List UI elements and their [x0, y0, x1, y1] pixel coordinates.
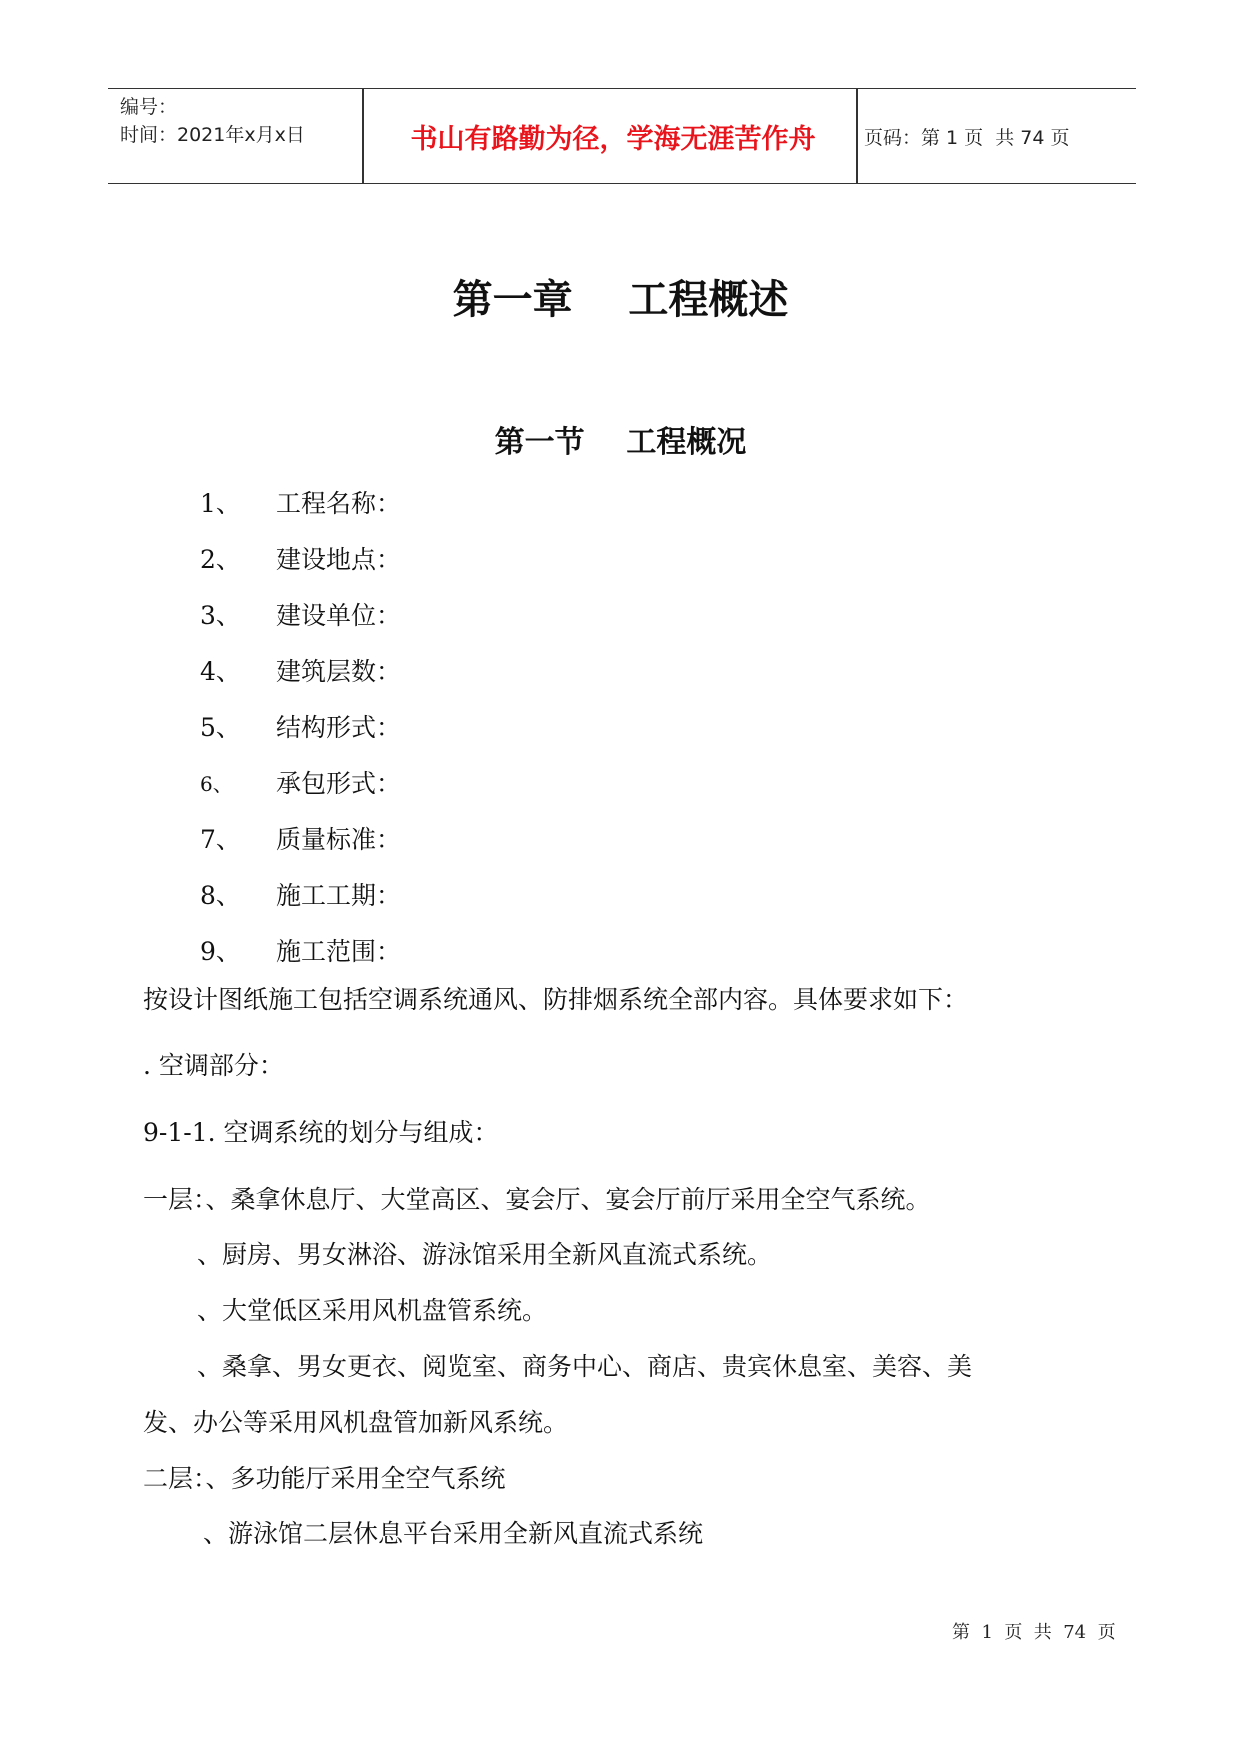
chapter-title: 第一章 工程概述	[452, 277, 789, 323]
header-page-label: 页码：第 1 页 共 74 页	[864, 126, 1070, 149]
list-item-number: 2、	[200, 545, 241, 574]
list-item-number: 8、	[200, 881, 241, 910]
header-divider-left	[362, 89, 364, 183]
floor1-line: 、厨房、男女淋浴、游泳馆采用全新风直流式系统。	[197, 1240, 773, 1269]
list-item-label: 建设单位：	[276, 601, 402, 630]
list-item-label: 工程名称：	[276, 489, 402, 518]
ac-part-heading: . 空调部分：	[143, 1051, 284, 1080]
list-item-label: 承包形式：	[276, 769, 402, 798]
ac-division-heading: 9-1-1. 空调系统的划分与组成：	[143, 1118, 499, 1147]
list-item-number: 4、	[200, 657, 241, 686]
floor1-line: 发、办公等采用风机盘管加新风系统。	[143, 1408, 569, 1437]
list-item-number: 9、	[200, 937, 241, 966]
header-divider-right	[856, 89, 858, 183]
floor1-line: 一层：、桑拿休息厅、大堂高区、宴会厅、宴会厅前厅采用全空气系统。	[143, 1185, 931, 1214]
list-item-number: 6、	[200, 772, 233, 796]
list-item-number: 3、	[200, 601, 241, 630]
list-item-label: 质量标准：	[276, 825, 402, 854]
list-item-number: 7、	[200, 825, 241, 854]
floor1-line: 、桑拿、男女更衣、阅览室、商务中心、商店、贵宾休息室、美容、美	[197, 1352, 973, 1381]
header-number-label: 编号：	[120, 96, 178, 118]
list-item-label: 建筑层数：	[276, 657, 402, 686]
header-meta	[120, 93, 305, 149]
list-item-label: 结构形式：	[276, 713, 402, 742]
page-footer: 第 1 页 共 74 页	[952, 1622, 1116, 1643]
section-title: 第一节 工程概况	[494, 425, 747, 460]
list-item-number: 5、	[200, 713, 241, 742]
floor2-line: 、游泳馆二层休息平台采用全新风直流式系统	[203, 1519, 704, 1548]
floor2-line: 二层：、多功能厅采用全空气系统	[143, 1464, 506, 1493]
scope-paragraph: 按设计图纸施工包括空调系统通风、防排烟系统全部内容。具体要求如下：	[143, 985, 969, 1014]
header-motto: 书山有路勤为径，学海无涯苦作舟	[410, 123, 816, 155]
list-item-number: 1、	[200, 489, 241, 518]
list-item-label: 建设地点：	[276, 545, 402, 574]
header-time-label: 时间：2021年x月x日	[120, 124, 305, 146]
floor1-line: 、大堂低区采用风机盘管系统。	[197, 1296, 548, 1325]
list-item-label: 施工工期：	[276, 881, 402, 910]
list-item-label: 施工范围：	[276, 937, 402, 966]
page-header	[108, 88, 1136, 184]
